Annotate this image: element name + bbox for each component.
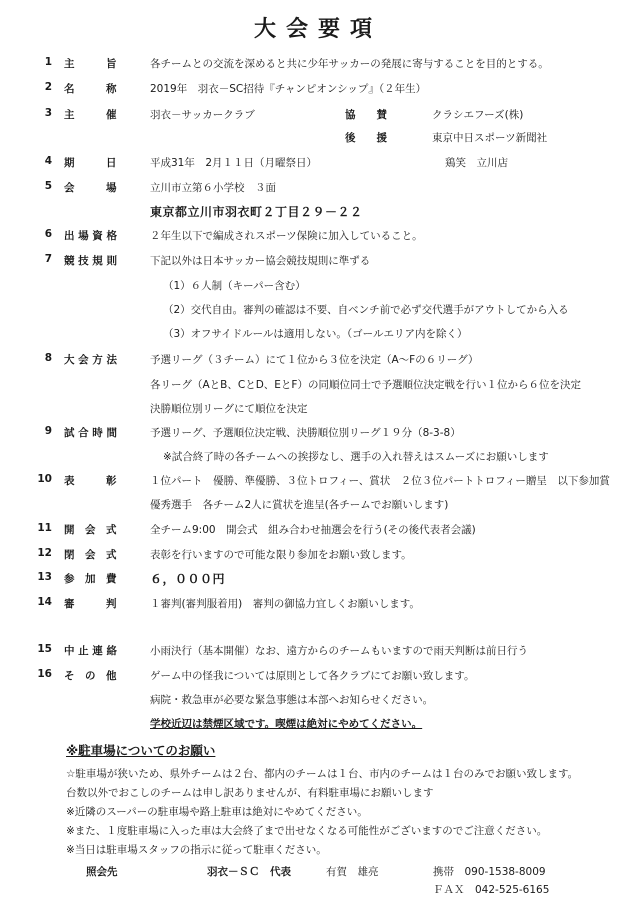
rule-item: （3）オフサイドルールは適用しない。（ゴールエリア内を除く） — [163, 328, 468, 340]
row-line: 病院・救急車が必要な緊急事態は本部へお知らせください。 — [150, 694, 434, 706]
row-label: 閉 会 式 — [64, 549, 117, 561]
contact-phone: 携帯 090-1538-8009 — [433, 866, 546, 878]
row-label: 名 称 — [64, 83, 117, 95]
row-text: 平成31年 2月１１日（月曜祭日） — [150, 157, 318, 169]
row-num: 5 — [44, 180, 52, 192]
row-label: 参 加 費 — [64, 573, 117, 585]
venue-address: 東京都立川市羽衣町２丁目２９－２２ — [150, 205, 363, 219]
sponsor-text: クラシエフーズ(株) — [432, 109, 524, 121]
row-text: １審判(審判服着用) 審判の御協力宜しくお願いします。 — [150, 598, 420, 610]
row-text: 下記以外は日本サッカー協会競技規則に準ずる — [150, 255, 371, 267]
row-text: 小雨決行（基本開催）なお、遠方からのチームもいますので雨天判断は前日行う — [150, 645, 528, 657]
row-label: 期 日 — [64, 157, 117, 169]
rule-item: （2）交代自由。審判の確認は不要、自ベンチ前で必ず交代選手がアウトしてから入る — [163, 304, 569, 316]
row-text: 予選リーグ（３チーム）にて１位から３位を決定（A～Fの６リーグ） — [150, 354, 479, 366]
row-text: 予選リーグ、予選順位決定戦、決勝順位別リーグ１９分（8-3-8） — [150, 427, 461, 439]
row-label: 大 会 方 法 — [64, 354, 117, 366]
row-line: 優秀選手 各チーム2人に賞状を進呈(各チームでお願いします) — [150, 499, 449, 511]
row-num: 15 — [37, 643, 52, 655]
row-num: 12 — [37, 547, 52, 559]
row-label: 主 旨 — [64, 58, 117, 70]
parking-line: 台数以外でおこしのチームは申し訳ありませんが、有料駐車場にお願いします — [66, 787, 434, 799]
support-label: 後 援 — [345, 132, 387, 144]
row-text: 立川市立第６小学校 ３面 — [150, 182, 276, 194]
contact-org: 羽衣－ＳＣ 代表 — [207, 866, 291, 878]
row-num: 10 — [37, 473, 52, 485]
row-label: 中 止 連 絡 — [64, 645, 117, 657]
row-num: 9 — [44, 425, 52, 437]
row-line: 決勝順位別リーグにて順位を決定 — [150, 403, 308, 415]
row-line: ※試合終了時の各チームへの挨拶なし、選手の入れ替えはスムーズにお願いします — [163, 451, 549, 463]
no-smoking-notice: 学校近辺は禁煙区域です。喫煙は絶対にやめてください。 — [150, 718, 423, 730]
row-text: 2019年 羽衣－SC招待『チャンピオンシップ』（２年生） — [150, 83, 427, 95]
row-label: 審 判 — [64, 598, 117, 610]
row-label: 試 合 時 間 — [64, 427, 117, 439]
contact-name: 有賀 雄亮 — [326, 866, 379, 878]
row-num: 8 — [44, 352, 52, 364]
row-label: 主 催 — [64, 109, 117, 121]
parking-line: ※近隣のスーパーの駐車場や路上駐車は絶対にやめてください。 — [66, 806, 368, 818]
row-label: 競 技 規 則 — [64, 255, 117, 267]
row-text: 表彰を行いますので可能な限り参加をお願い致します。 — [150, 549, 412, 561]
row-text: 羽衣－サッカークラブ — [150, 109, 255, 121]
row-num: 14 — [37, 596, 52, 608]
row-num: 2 — [44, 81, 52, 93]
parking-line: ☆駐車場が狭いため、県外チームは２台、都内のチームは１台、市内のチームは１台のみでお願い致します。 — [66, 768, 579, 780]
row-num: 7 — [44, 253, 52, 265]
rule-item: （1）６人制（キーパー含む） — [163, 280, 306, 292]
contact-label: 照会先 — [86, 866, 118, 878]
row-text: １位パート 優勝、準優勝、３位トロフィー、賞状 ２位３位パートトロフィー贈呈 以下参加賞 — [150, 475, 610, 487]
row-label: 会 場 — [64, 182, 117, 194]
parking-heading: ※駐車場についてのお願い — [66, 743, 216, 758]
page-title: 大会要項 — [253, 17, 382, 42]
row-text: 各チームとの交流を深めると共に少年サッカーの発展に寄与することを目的とする。 — [150, 58, 549, 70]
row-text: 全チーム9:00 開会式 組み合わせ抽選会を行う(その後代表者会議) — [150, 524, 476, 536]
row-num: 6 — [44, 228, 52, 240]
row-line: 各リーグ（AとB、CとD、EとF）の同順位同士で予選順位決定戦を行い１位から６位を決定 — [150, 379, 581, 391]
row-label: そ の 他 — [64, 670, 117, 682]
parking-line: ※当日は駐車場スタッフの指示に従って駐車ください。 — [66, 844, 327, 856]
row-num: 13 — [37, 571, 52, 583]
row-num: 1 — [44, 56, 52, 68]
row-num: 16 — [37, 668, 52, 680]
row-label: 出 場 資 格 — [64, 230, 117, 242]
row-num: 3 — [44, 107, 52, 119]
row-label: 表 彰 — [64, 475, 117, 487]
row-text: ２年生以下で編成されスポーツ保険に加入していること。 — [150, 230, 423, 242]
contact-fax: ＦＡＸ 042-525-6165 — [433, 884, 550, 896]
row-num: 4 — [44, 155, 52, 167]
row-num: 11 — [37, 522, 52, 534]
row-text: ゲーム中の怪我については原則として各クラブにてお願い致します。 — [150, 670, 475, 682]
support-text: 東京中日スポーツ新聞社 — [432, 132, 548, 144]
fee-amount: ６，０００円 — [150, 572, 226, 586]
parking-line: ※また、１度駐車場に入った車は大会終了まで出せなくなる可能性がございますのでご注意ください。 — [66, 825, 548, 837]
sponsor-label: 協 賛 — [345, 109, 387, 121]
sponsor-extra: 鶏笑 立川店 — [445, 157, 508, 169]
row-label: 開 会 式 — [64, 524, 117, 536]
